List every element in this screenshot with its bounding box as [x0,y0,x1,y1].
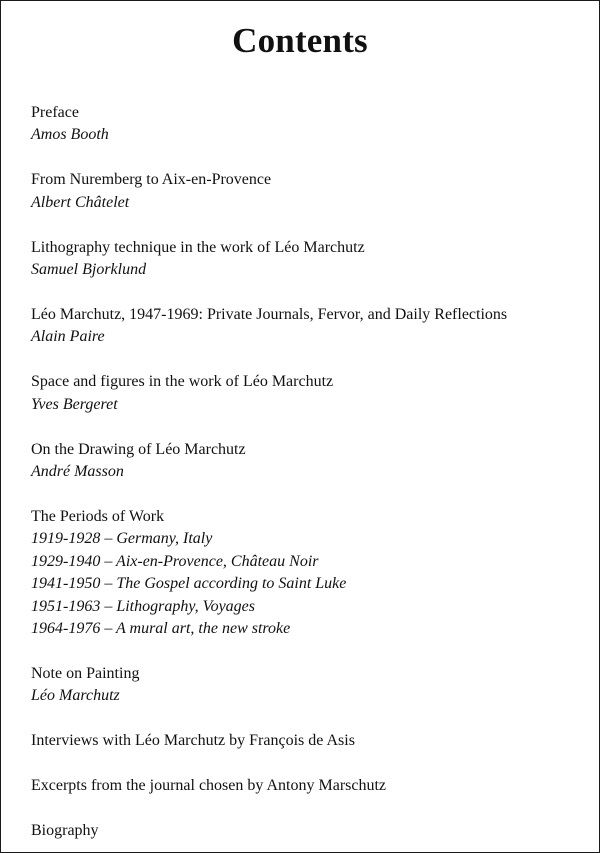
toc-entry-lithography-technique [31,237,589,282]
entry-author: Samuel Bjorklund [31,261,147,279]
period-item: 1919-1928 – Germany, Italy [31,530,213,548]
toc-entry-excerpts [31,775,589,797]
entry-author: Amos Booth [31,126,109,144]
entry-title: Space and figures in the work of Léo Marchutz [31,373,334,391]
entry-title: The Periods of Work [31,507,165,525]
period-item: 1941-1950 – The Gospel according to Saint Luke [31,575,347,593]
entry-title: Lithography technique in the work of Léo Marchutz [31,238,365,256]
period-item: 1951-1963 – Lithography, Voyages [31,597,255,615]
toc-entry-biography [31,820,589,842]
toc-entry-interviews [31,730,589,752]
period-item: 1929-1940 – Aix-en-Provence, Château Noir [31,552,319,570]
toc-entry-nuremberg [31,169,589,214]
toc-list [31,102,589,842]
page-title: Contents [232,21,368,60]
entry-title: Note on Painting [31,664,140,682]
entry-title: From Nuremberg to Aix-en-Provence [31,171,272,189]
toc-entry-periods-of-work [31,506,589,640]
toc-entry-space-and-figures [31,371,589,416]
toc-entry-drawing [31,439,589,484]
entry-author: Alain Paire [31,328,105,346]
toc-entry-note-on-painting [31,663,589,708]
entry-title: Preface [31,104,79,121]
toc-entry-private-journals [31,304,589,349]
entry-title: On the Drawing of Léo Marchutz [31,440,246,458]
entry-title: Excerpts from the journal chosen by Antony Marschutz [31,777,387,795]
entry-author: André Masson [31,462,124,480]
entry-title: Interviews with Léo Marchutz by François de Asis [31,732,355,750]
period-item: 1964-1976 – A mural art, the new stroke [31,619,291,637]
toc-entry-preface [31,102,589,147]
entry-author: Yves Bergeret [31,395,118,413]
entry-title: Biography [31,821,99,839]
entry-title: Léo Marchutz, 1947-1969: Private Journals, Fervor, and Daily Reflections [31,305,508,323]
entry-author: Léo Marchutz [31,687,120,705]
entry-author: Albert Châtelet [31,193,130,211]
